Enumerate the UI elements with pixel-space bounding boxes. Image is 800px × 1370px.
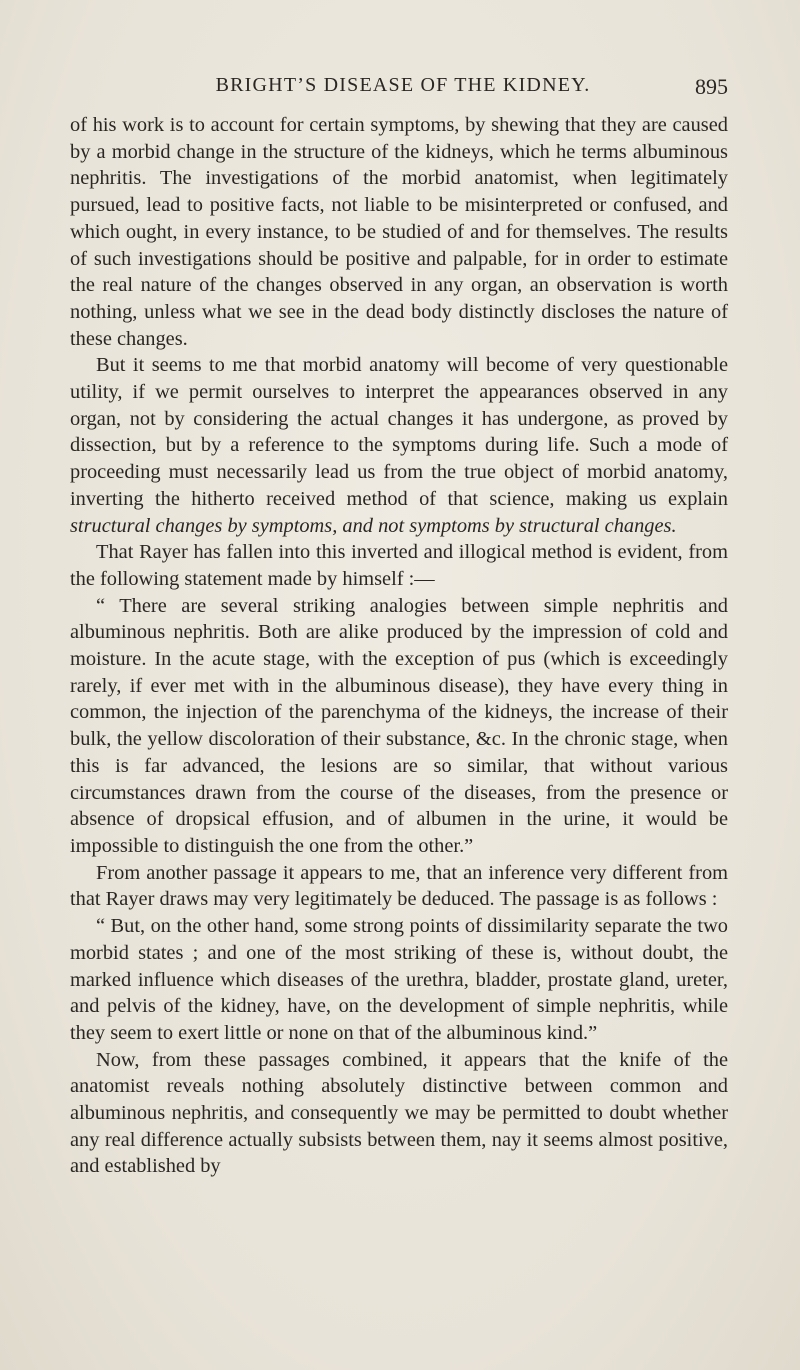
paragraph-rayer-inverted: That Rayer has fallen into this inverted and illogical method is evident, from the following statement made by himself :— — [70, 541, 728, 590]
body-text — [70, 112, 728, 1180]
page-header — [78, 74, 728, 104]
running-head: BRIGHT’S DISEASE OF THE KIDNEY. — [215, 74, 591, 96]
paragraph-text: But it seems to me that morbid anatomy will become of very questionable utility, if we permit ourselves to interpret the appearances observed in any organ, not by considering the actual changes it has undergone, as proved by dissection, but by a reference to the symptoms during life. Such a mode of proceeding must necessarily lead us from the true object of morbid anatomy, inverting the hitherto received method of that science, making us explain — [70, 354, 728, 510]
paragraph-continuation: of his work is to account for certain symptoms, by shewing that they are caused by a morbid change in the structure of the kidneys, which he terms albuminous nephritis. The investigations of the morbid anatomist, when legitimately pursued, lead to positive facts, not liable to be misinterpreted or confused, and which ought, in every instance, to be studied of and for themselves. The results of such investigations should be positive and palpable, for in order to estimate the real nature of the changes observed in any organ, an observation is worth nothing, unless what we see in the dead body distinctly discloses the nature of these changes. — [70, 114, 728, 350]
paragraph-another-passage: From another passage it appears to me, that an inference very different from that Rayer draws may very legitimately be deduced. The passage is as follows : — [70, 861, 728, 911]
paragraph-conclusion: Now, from these passages combined, it appears that the knife of the anatomist reveals nothing absolutely distinctive between common and albuminous nephritis, and consequently we may be permitted to doubt whether any real difference actually subsists between them, nay it seems almost positive, and established by — [70, 1048, 728, 1178]
page-number: 895 — [695, 74, 728, 99]
quotation-analogies: “ There are several striking analogies between simple nephritis and albuminous nephritis. Both are alike produced by the impression of cold and moisture. In the acute stage, with the exception of pus (which is exceedingly rarely, if ever met with in the albuminous disease), they have every thing in common, the injection of the parenchyma of the kidneys, the increase of their bulk, the yellow discoloration of their substance, &c. In the chronic stage, when this is far advanced, the lesions are so similar, that without various circumstances drawn from the course of the diseases, from the presence or absence of dropsical effusion, and of albumen in the urine, it would be impossible to distinguish the one from the other.” — [70, 594, 728, 857]
quotation-dissimilarity: “ But, on the other hand, some strong points of dissimilarity separate the two morbid states ; and one of the most striking of these is, without doubt, the marked influence which diseases of the urethra, bladder, prostate gland, ureter, and pelvis of the kidney, have, on the development of simple nephritis, while they seem to exert little or none on that of the albuminous kind.” — [70, 915, 728, 1044]
paragraph-morbid-anatomy — [70, 352, 728, 539]
italic-phrase: structural changes by symptoms, and not symptoms by structural changes. — [70, 514, 677, 537]
